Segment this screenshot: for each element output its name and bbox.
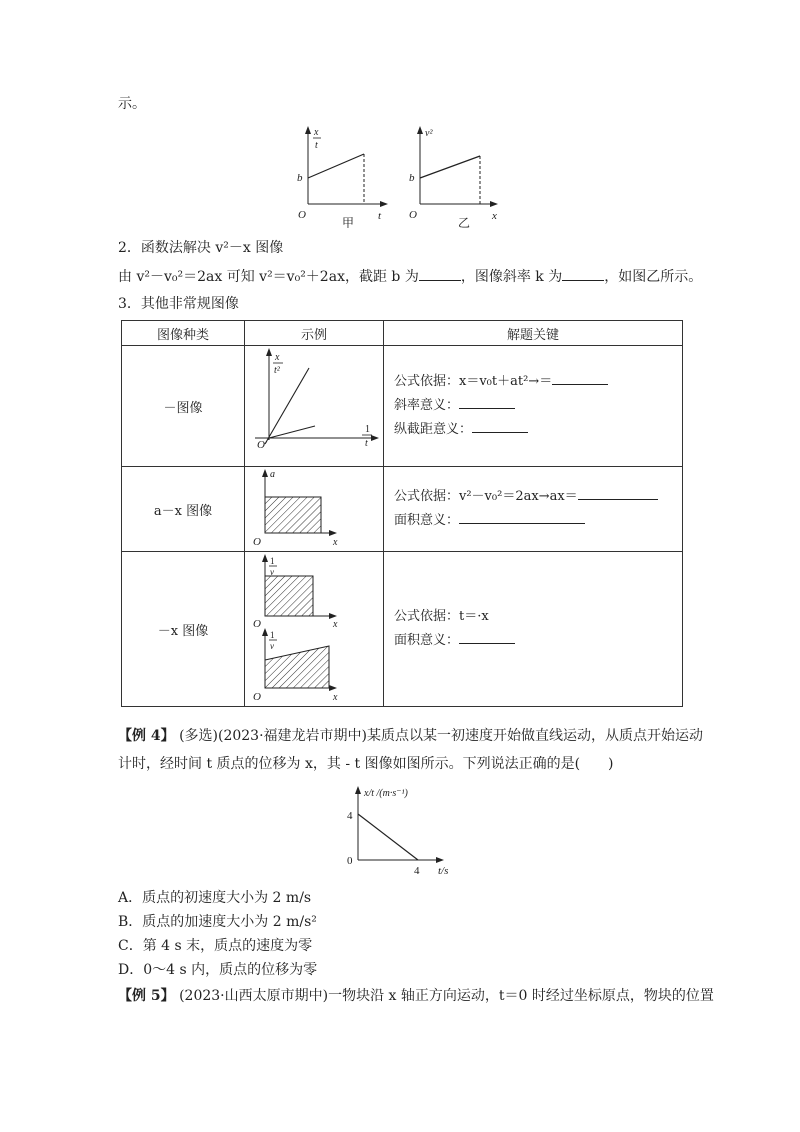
yi-caption: 乙 bbox=[458, 216, 471, 228]
yi-xlabel: x bbox=[492, 210, 497, 222]
row1-ylabel-den: t² bbox=[274, 365, 280, 376]
row1-keys bbox=[384, 346, 683, 467]
jia-ylabel-den: t bbox=[315, 140, 318, 151]
row3-origin-b: O bbox=[253, 691, 261, 702]
row1-origin: O bbox=[257, 439, 265, 451]
section2-heading: 2．函数法解决 v²－x 图像 bbox=[118, 240, 284, 256]
row3-origin-a: O bbox=[253, 618, 261, 630]
jia-origin-label: O bbox=[298, 209, 306, 221]
example5-tag: 【例 5】 bbox=[118, 988, 175, 1004]
section2-text-b: ，图像斜率 k 为 bbox=[460, 269, 563, 285]
example4-stem-2: 计时，经时间 t 质点的位移为 x，其 - t 图像如图所示。下列说法正确的是( ) bbox=[118, 756, 614, 772]
row3-example bbox=[245, 552, 384, 707]
table-row bbox=[122, 467, 683, 552]
yi-intercept-label: b bbox=[409, 172, 415, 184]
row2-graph bbox=[245, 467, 383, 547]
row1-type: －图像 bbox=[122, 346, 245, 467]
jia-intercept-label: b bbox=[297, 172, 303, 184]
example4-tag: 【例 4】 bbox=[118, 728, 175, 744]
example4-y-tick: 4 bbox=[347, 810, 353, 822]
row3-ylabel-den-b: v bbox=[270, 641, 274, 651]
example4-origin: 0 bbox=[347, 855, 353, 867]
table-header-type: 图像种类 bbox=[122, 321, 245, 346]
section2-text-c: ，如图乙所示。 bbox=[604, 269, 703, 285]
row3-key-formula: 公式依据：t＝·x bbox=[394, 609, 489, 624]
example4-line1 bbox=[118, 726, 703, 746]
table-header-example: 示例 bbox=[245, 321, 384, 346]
row3-xlabel-a: x bbox=[333, 619, 338, 630]
row1-graph bbox=[245, 346, 383, 462]
jia-xlabel: t bbox=[378, 210, 382, 222]
table-header-row bbox=[122, 321, 683, 346]
row2-xlabel: x bbox=[333, 537, 338, 547]
section2-text bbox=[118, 266, 702, 287]
graph-types-table bbox=[121, 320, 683, 707]
row1-key-formula: 公式依据：x＝v₀t＋at²→＝ bbox=[394, 370, 682, 394]
blank-slope bbox=[562, 266, 604, 281]
yi-origin-label: O bbox=[409, 209, 417, 221]
blank-intercept bbox=[419, 266, 461, 281]
row1-example bbox=[245, 346, 384, 467]
yi-ylabel: v² bbox=[425, 128, 433, 139]
top-text: 示。 bbox=[118, 96, 146, 112]
row3-ylabel-den-a: v bbox=[270, 567, 274, 577]
example4-x-tick: 4 bbox=[414, 865, 420, 877]
row1-key-slope: 斜率意义： bbox=[394, 394, 682, 418]
row2-ylabel: a bbox=[270, 469, 275, 480]
figure-jia bbox=[292, 124, 392, 228]
row2-example bbox=[245, 467, 384, 552]
jia-caption: 甲 bbox=[342, 216, 355, 228]
row3-type: －x 图像 bbox=[122, 552, 245, 707]
section3-heading: 3．其他非常规图像 bbox=[118, 296, 239, 312]
row2-key-formula: 公式依据：v²－v₀²＝2ax→ax＝ bbox=[394, 485, 682, 509]
row3-key-area: 面积意义： bbox=[394, 629, 682, 653]
example4-stem-1: (多选)(2023·福建龙岩市期中)某质点以某一初速度开始做直线运动，从质点开始运动 bbox=[179, 728, 704, 744]
jia-ylabel-num: x bbox=[314, 127, 319, 138]
row2-keys bbox=[384, 467, 683, 552]
row3-graph bbox=[245, 552, 383, 702]
option-a: A．质点的初速度大小为 2 m/s bbox=[118, 890, 312, 906]
option-c: C．第 4 s 末，质点的速度为零 bbox=[118, 938, 313, 954]
row1-xlabel-num: 1 bbox=[365, 424, 370, 435]
example5-stem: (2023·山西太原市期中)一物块沿 x 轴正方向运动，t＝0 时经过坐标原点，物块的位置 bbox=[179, 988, 714, 1004]
figure-yi bbox=[406, 124, 506, 228]
row3-ylabel-num-b: 1 bbox=[270, 630, 275, 640]
table-row bbox=[122, 552, 683, 707]
example4-xlabel: t/s bbox=[438, 865, 449, 877]
option-d: D．0～4 s 内，质点的位移为零 bbox=[118, 962, 318, 978]
row1-key-intercept: 纵截距意义： bbox=[394, 418, 682, 442]
option-b: B．质点的加速度大小为 2 m/s² bbox=[118, 914, 317, 930]
table-row bbox=[122, 346, 683, 467]
section2-text-a: 由 v²－v₀²＝2ax 可知 v²＝v₀²＋2ax，截距 b 为 bbox=[118, 269, 419, 285]
example4-graph bbox=[336, 782, 466, 878]
table-header-key: 解题关键 bbox=[384, 321, 683, 346]
row1-xlabel-den: t bbox=[365, 438, 368, 449]
row3-keys bbox=[384, 552, 683, 707]
row3-ylabel-num-a: 1 bbox=[270, 556, 275, 566]
example4-ylabel: x/t /(m·s⁻¹) bbox=[364, 788, 408, 799]
row1-ylabel-num: x bbox=[275, 352, 280, 363]
row2-origin: O bbox=[253, 536, 261, 547]
row2-type: a－x 图像 bbox=[122, 467, 245, 552]
example5-line bbox=[118, 986, 714, 1006]
row3-xlabel-b: x bbox=[333, 692, 338, 702]
row2-key-area: 面积意义： bbox=[394, 509, 682, 533]
